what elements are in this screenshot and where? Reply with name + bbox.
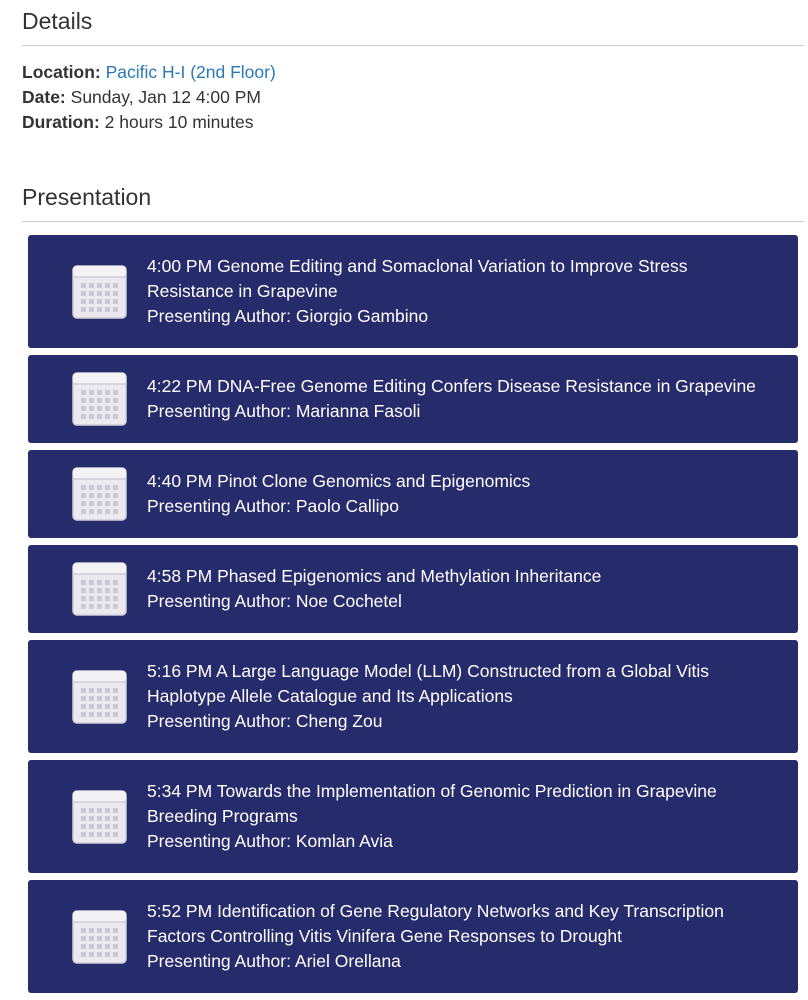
- presentation-time: 4:58 PM: [147, 566, 213, 586]
- presentation-item-6[interactable]: [28, 760, 798, 873]
- author-label: Presenting Author:: [147, 591, 291, 611]
- presentation-time: 5:34 PM: [147, 781, 213, 801]
- presentation-item-3[interactable]: [28, 450, 798, 538]
- presentation-title[interactable]: [147, 469, 768, 494]
- presentation-time: 5:16 PM: [147, 661, 213, 681]
- author-label: Presenting Author:: [147, 496, 291, 516]
- calendar-icon: [72, 562, 127, 616]
- presentation-item-1[interactable]: [28, 235, 798, 348]
- author-name: Giorgio Gambino: [295, 306, 429, 326]
- presentation-list: [28, 235, 798, 1000]
- presentation-title-text: DNA-Free Genome Editing Confers Disease Resistance in Grapevine: [217, 376, 756, 396]
- presentation-author: [147, 829, 768, 854]
- calendar-icon: [72, 790, 127, 844]
- presentation-time: 4:00 PM: [147, 256, 213, 276]
- author-name: Komlan Avia: [295, 831, 393, 851]
- calendar-icon: [72, 910, 127, 964]
- presentation-author: [147, 709, 768, 734]
- date-value: Sunday, Jan 12 4:00 PM: [70, 87, 261, 107]
- presentation-author: [147, 399, 768, 424]
- presentation-author: [147, 949, 768, 974]
- presentation-title[interactable]: [147, 374, 768, 399]
- calendar-icon: [72, 467, 127, 521]
- calendar-icon: [72, 265, 127, 319]
- presentation-author: [147, 589, 768, 614]
- author-label: Presenting Author:: [147, 831, 291, 851]
- presentation-author: [147, 494, 768, 519]
- author-label: Presenting Author:: [147, 401, 291, 421]
- duration-row: [22, 110, 276, 135]
- author-label: Presenting Author:: [147, 306, 291, 326]
- details-divider: [22, 45, 804, 46]
- presentation-item-4[interactable]: [28, 545, 798, 633]
- presentation-time: 5:52 PM: [147, 901, 213, 921]
- duration-value: 2 hours 10 minutes: [104, 112, 254, 132]
- presentation-title-text: A Large Language Model (LLM) Constructed from a Global Vitis Haplotype Allele Catalogue and Its Applications: [147, 661, 709, 706]
- presentation-time: 4:40 PM: [147, 471, 213, 491]
- presentation-title[interactable]: [147, 899, 768, 949]
- presentation-heading: Presentation: [22, 184, 152, 210]
- calendar-icon: [72, 670, 127, 724]
- presentation-title[interactable]: [147, 659, 768, 709]
- author-name: Noe Cochetel: [295, 591, 402, 611]
- location-link[interactable]: Pacific H-I (2nd Floor): [105, 62, 276, 82]
- presentation-title[interactable]: [147, 254, 768, 304]
- presentation-title-text: Genome Editing and Somaclonal Variation to Improve Stress Resistance in Grapevine: [147, 256, 688, 301]
- location-row: [22, 60, 276, 85]
- details-block: [22, 60, 276, 135]
- presentation-item-2[interactable]: [28, 355, 798, 443]
- presentation-item-5[interactable]: [28, 640, 798, 753]
- presentation-divider: [22, 221, 804, 222]
- presentation-title-text: Pinot Clone Genomics and Epigenomics: [217, 471, 531, 491]
- author-label: Presenting Author:: [147, 711, 291, 731]
- presentation-title[interactable]: [147, 779, 768, 829]
- presentation-title-text: Towards the Implementation of Genomic Prediction in Grapevine Breeding Programs: [147, 781, 717, 826]
- date-row: [22, 85, 276, 110]
- presentation-title-text: Identification of Gene Regulatory Networks and Key Transcription Factors Controlling Vitis Vinifera Gene Responses to Drought: [147, 901, 724, 946]
- author-label: Presenting Author:: [147, 951, 291, 971]
- date-label: Date:: [22, 87, 66, 107]
- presentation-title[interactable]: [147, 564, 768, 589]
- author-name: Paolo Callipo: [295, 496, 399, 516]
- presentation-author: [147, 304, 768, 329]
- duration-label: Duration:: [22, 112, 100, 132]
- author-name: Ariel Orellana: [294, 951, 401, 971]
- details-heading: Details: [22, 8, 93, 34]
- author-name: Marianna Fasoli: [295, 401, 421, 421]
- author-name: Cheng Zou: [295, 711, 383, 731]
- presentation-item-7[interactable]: [28, 880, 798, 993]
- location-label: Location:: [22, 62, 101, 82]
- presentation-time: 4:22 PM: [147, 376, 213, 396]
- presentation-title-text: Phased Epigenomics and Methylation Inheritance: [217, 566, 602, 586]
- calendar-icon: [72, 372, 127, 426]
